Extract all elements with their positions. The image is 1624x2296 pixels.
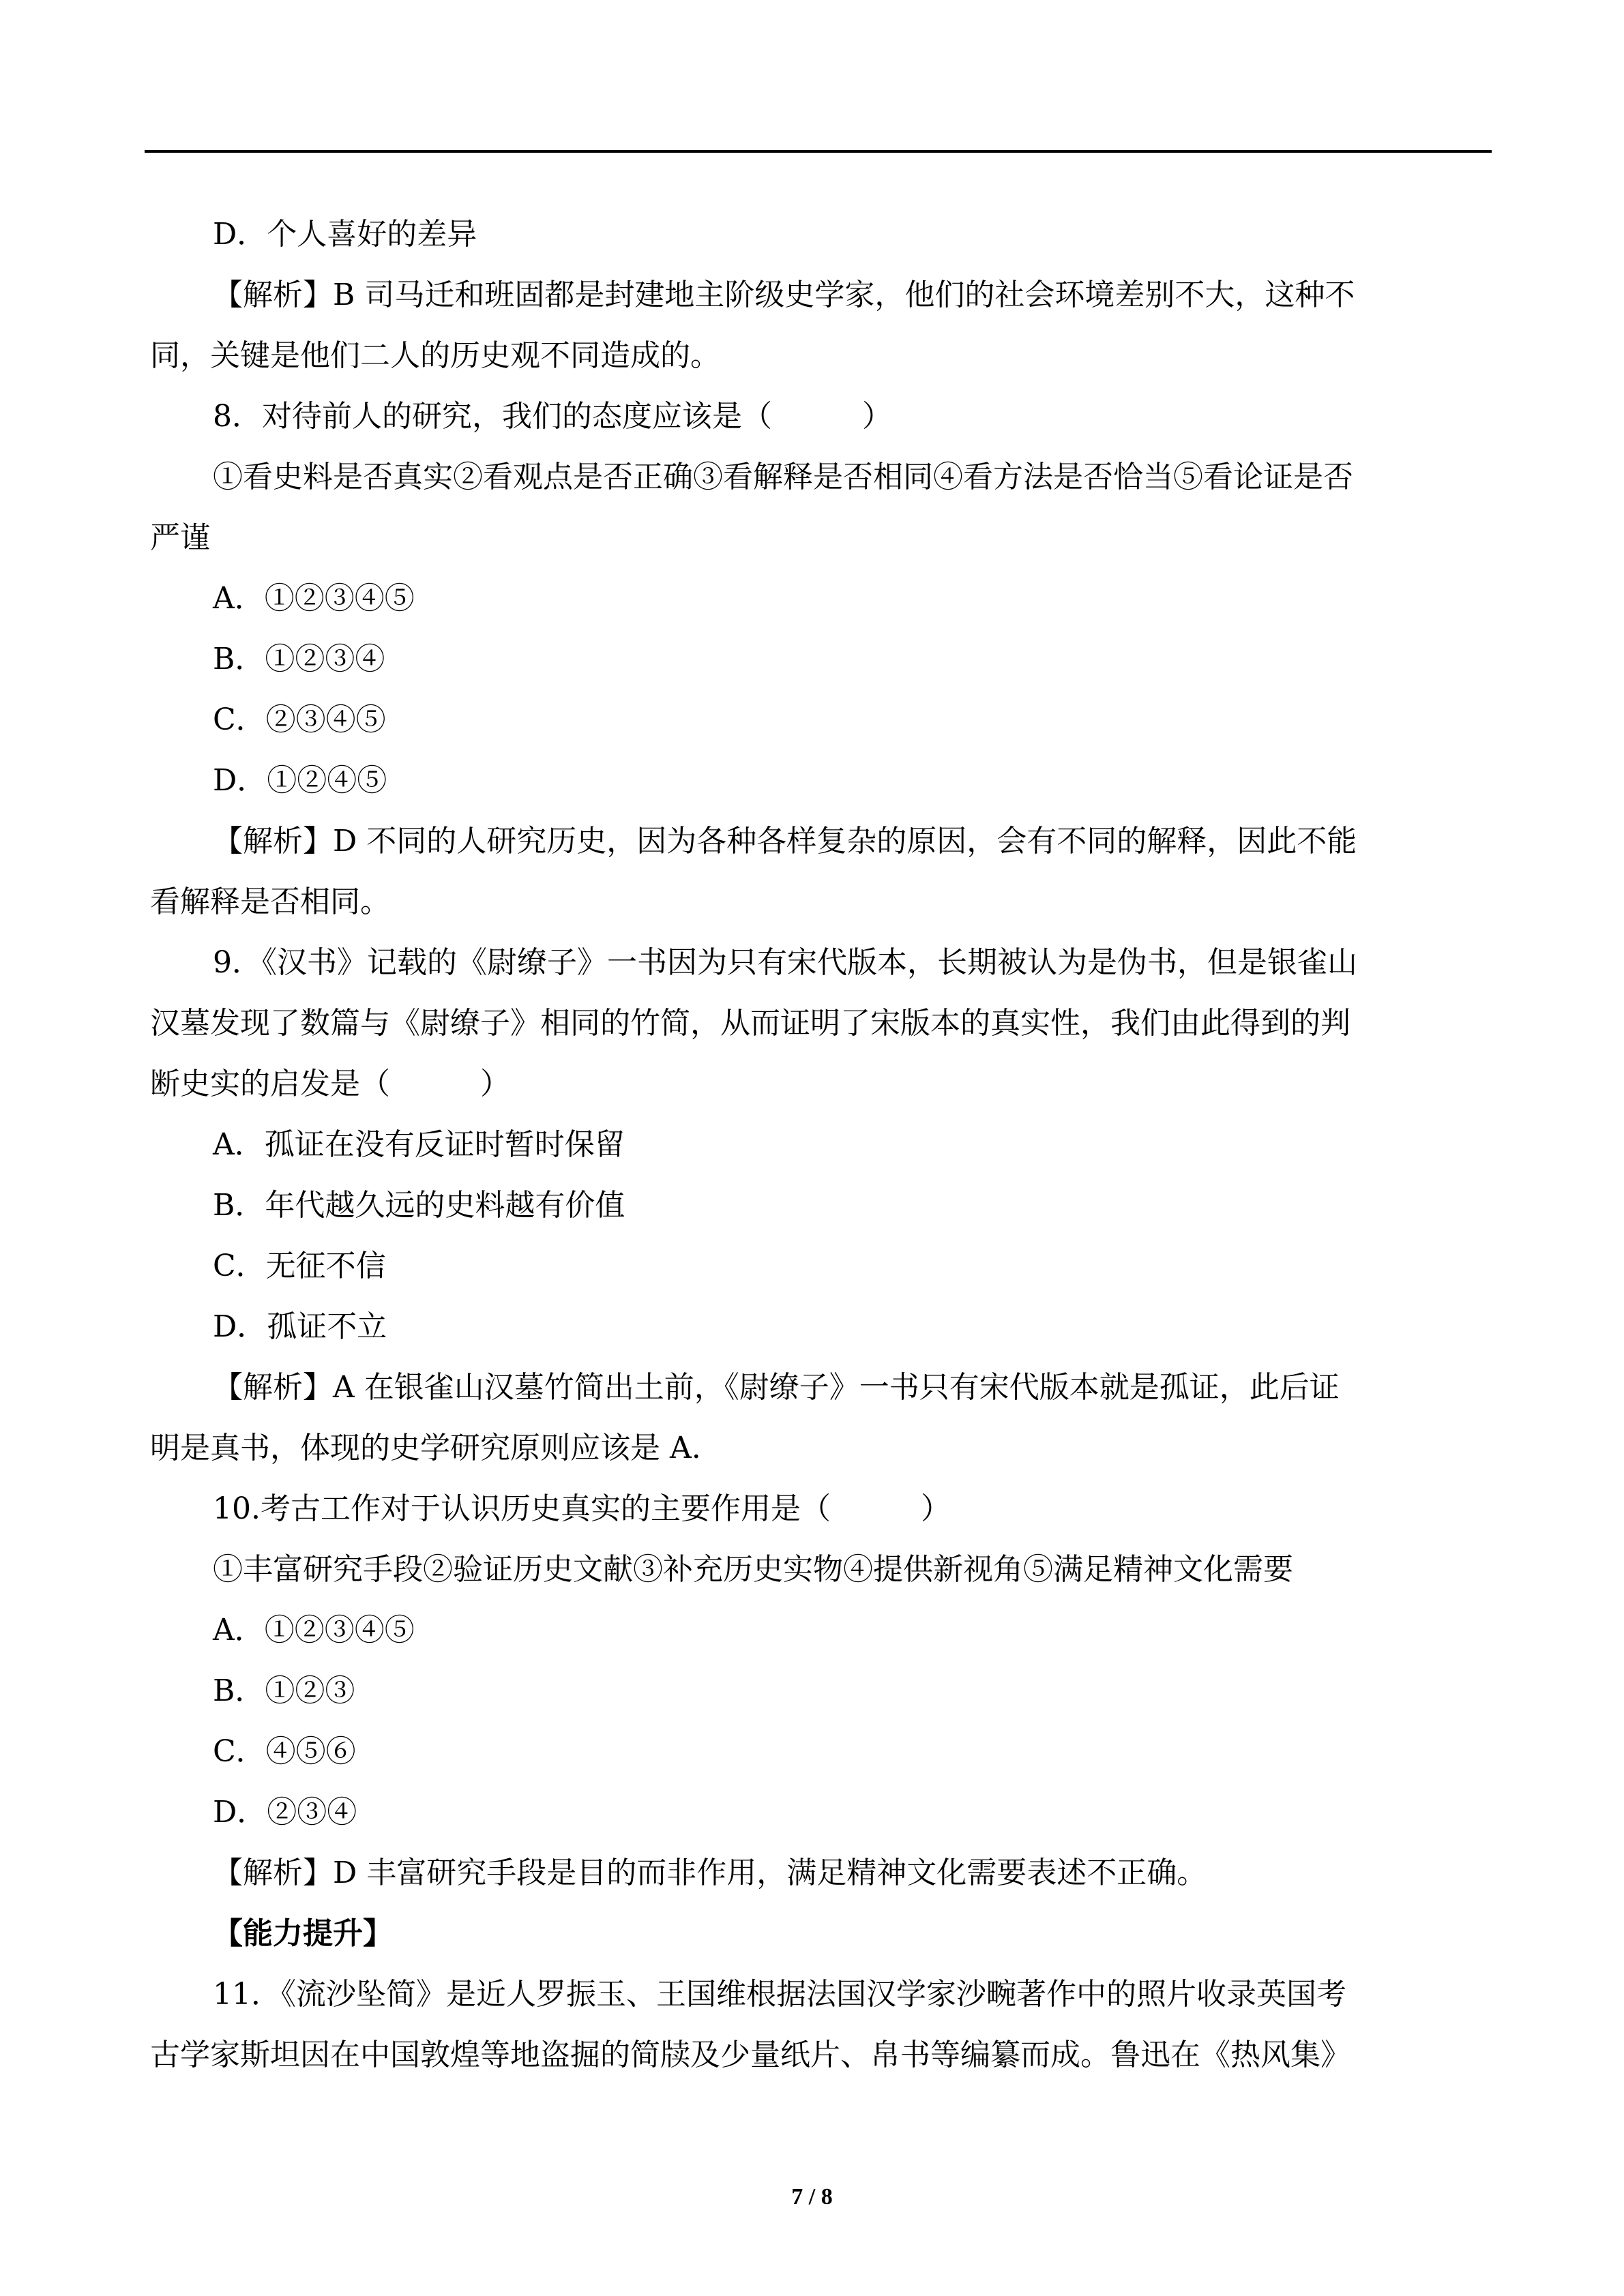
text-line: 同，关键是他们二人的历史观不同造成的。: [150, 338, 720, 373]
text-line: 【解析】A 在银雀山汉墓竹简出土前，《尉缭子》一书只有宋代版本就是孤证，此后证: [213, 1370, 1340, 1405]
option-line: C．②③④⑤: [213, 702, 386, 737]
option-line: A．①②③④⑤: [213, 1613, 415, 1648]
text-line: 【解析】D 丰富研究手段是目的而非作用，满足精神文化需要表述不正确。: [213, 1855, 1207, 1890]
text-line: 【解析】B 司马迁和班固都是封建地主阶级史学家，他们的社会环境差别不大，这种不: [213, 278, 1355, 312]
text-line: 9．《汉书》记载的《尉缭子》一书因为只有宋代版本，长期被认为是伪书，但是银雀山: [213, 945, 1357, 980]
text-line: ①丰富研究手段②验证历史文献③补充历史实物④提供新视角⑤满足精神文化需要: [213, 1552, 1293, 1587]
option-line: A．孤证在没有反证时暂时保留: [213, 1127, 625, 1162]
text-line: 断史实的启发是（ ）: [150, 1067, 510, 1101]
option-line: A．①②③④⑤: [213, 581, 415, 616]
option-line: C．④⑤⑥: [213, 1734, 356, 1769]
text-line: 11．《流沙坠简》是近人罗振玉、王国维根据法国汉学家沙畹著作中的照片收录英国考: [213, 1977, 1346, 2012]
section-heading: 【能力提升】: [213, 1916, 393, 1951]
option-line: D．②③④: [213, 1795, 357, 1830]
option-line: B．年代越久远的史料越有价值: [213, 1188, 625, 1223]
text-line: 【解析】D 不同的人研究历史，因为各种各样复杂的原因，会有不同的解释，因此不能: [213, 824, 1357, 859]
option-line: B．①②③④: [213, 642, 385, 676]
option-line: D．①②④⑤: [213, 763, 387, 798]
text-line: 10.考古工作对于认识历史真实的主要作用是（ ）: [213, 1491, 951, 1526]
option-line: C．无征不信: [213, 1249, 386, 1283]
text-line: 明是真书，体现的史学研究原则应该是 A.: [150, 1431, 701, 1465]
text-line: 看解释是否相同。: [150, 884, 390, 919]
option-line: B．①②③: [213, 1673, 355, 1708]
text-line: D．个人喜好的差异: [213, 217, 477, 252]
text-line: ①看史料是否真实②看观点是否正确③看解释是否相同④看方法是否恰当⑤看论证是否: [213, 460, 1353, 494]
page-number: 7 / 8: [791, 2184, 833, 2209]
text-line: 古学家斯坦因在中国敦煌等地盗掘的简牍及少量纸片、帛书等编纂而成。鲁迅在《热风集》: [150, 2038, 1350, 2072]
option-line: D．孤证不立: [213, 1309, 387, 1344]
text-line: 严谨: [150, 520, 210, 555]
text-line: 8．对待前人的研究，我们的态度应该是（ ）: [213, 399, 892, 434]
text-line: 汉墓发现了数篇与《尉缭子》相同的竹简，从而证明了宋版本的真实性，我们由此得到的判: [150, 1006, 1350, 1041]
